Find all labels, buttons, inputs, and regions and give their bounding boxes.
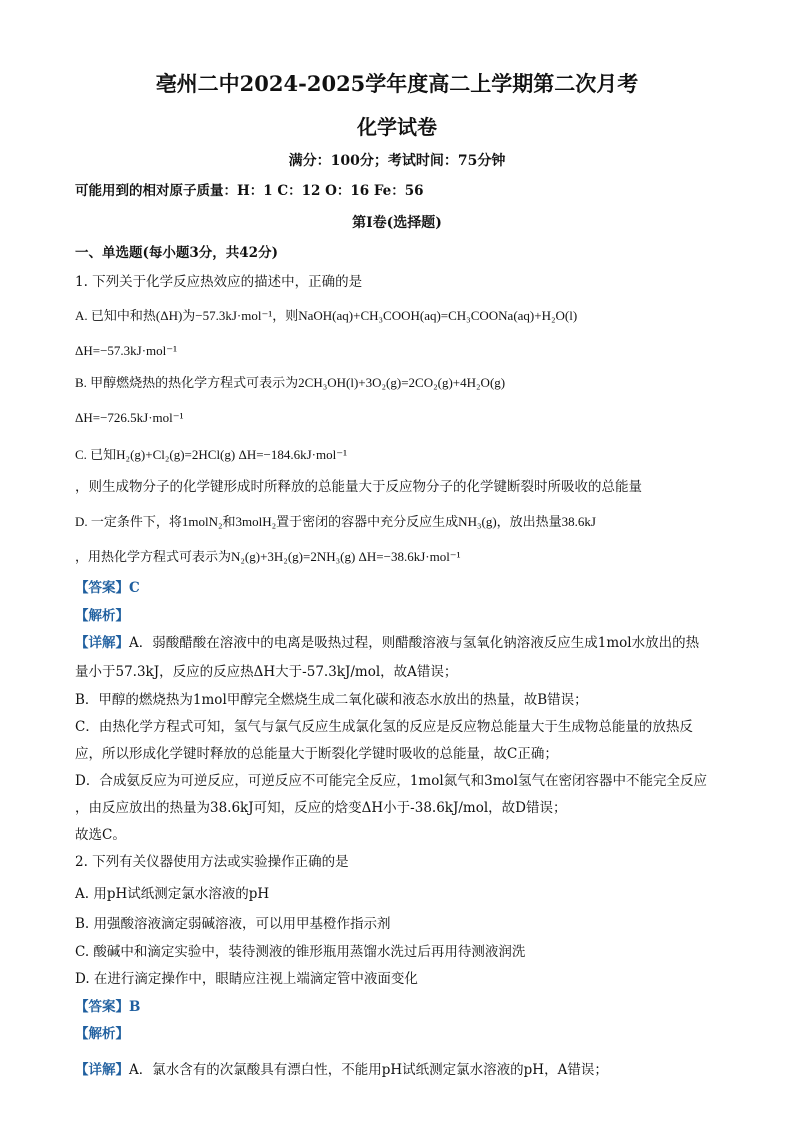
q2-answer: 【答案】B <box>75 999 141 1015</box>
q1-option-b-line1: B. 甲醇燃烧热的热化学方程式可表示为2CH₃OH(l)+3O₂(g)=2CO₂(g)+4H₂O(g) <box>75 375 506 390</box>
q1-explanation-text: A．弱酸醋酸在溶液中的电离是吸热过程，则醋酸溶液与氢氧化钠溶液反应生成1mol水放出的热 <box>129 635 700 651</box>
q1-analysis-label: 【解析】 <box>75 608 129 624</box>
q1-explanation-line1 <box>75 633 699 653</box>
q1-explanation-line5: 应，所以形成化学键时释放的总能量大于断裂化学键时吸收的总能量，故C正确； <box>75 746 558 762</box>
q2-option-d: D. 在进行滴定操作中，眼睛应注视上端滴定管中液面变化 <box>75 971 418 987</box>
q2-explanation-line1 <box>75 1060 608 1080</box>
q2-option-b: B. 用强酸溶液滴定弱碱溶液，可以用甲基橙作指示剂 <box>75 916 391 932</box>
section-title: 第Ⅰ卷(选择题) <box>352 215 442 231</box>
q1-explanation-line2: 量小于57.3kJ，反应的反应热ΔH大于-57.3kJ/mol，故A错误； <box>75 664 458 680</box>
q1-explanation-line7: ，由反应放出的热量为38.6kJ可知，反应的焓变ΔH小于-38.6kJ/mol，故D错误； <box>75 800 567 816</box>
q1-explanation-line3: B．甲醇的燃烧热为1mol甲醇完全燃烧生成二氧化碳和液态水放出的热量，故B错误； <box>75 692 588 708</box>
q2-option-a: A. 用pH试纸测定氯水溶液的pH <box>75 886 270 902</box>
q1-explanation-line4: C．由热化学方程式可知，氢气与氯气反应生成氯化氢的反应是反应物总能量大于生成物总能量的放热反 <box>75 719 693 735</box>
q1-conclusion: 故选C。 <box>75 827 126 843</box>
atomic-masses: 可能用到的相对原子质量：H：1 C：12 O：16 Fe：56 <box>75 183 424 199</box>
exam-subtitle: 化学试卷 <box>357 115 437 139</box>
q1-option-b-line2: ΔH=−726.5kJ·mol⁻¹ <box>75 410 184 425</box>
exam-meta: 满分：100分；考试时间：75分钟 <box>288 153 506 169</box>
q2-analysis-label: 【解析】 <box>75 1026 129 1042</box>
q1-option-a-line2: ΔH=−57.3kJ·mol⁻¹ <box>75 343 178 358</box>
q1-explanation-line6: D．合成氨反应为可逆反应，可逆反应不可能完全反应，1mol氮气和3mol氢气在密闭容器中不能完全反应 <box>75 773 707 789</box>
q2-explanation-text: A．氯水含有的次氯酸具有漂白性，不能用pH试纸测定氯水溶液的pH，A错误； <box>129 1062 608 1078</box>
q1-option-c-line1: C. 已知H₂(g)+Cl₂(g)=2HCl(g) ΔH=−184.6kJ·mol⁻¹ <box>75 447 347 462</box>
exam-title: 亳州二中2024-2025学年度高二上学期第二次月考 <box>155 71 639 96</box>
q1-stem: 1. 下列关于化学反应热效应的描述中，正确的是 <box>75 274 363 290</box>
q1-answer: 【答案】C <box>75 580 140 596</box>
q1-option-d-line2: ，用热化学方程式可表示为N₂(g)+3H₂(g)=2NH₃(g) ΔH=−38.6kJ·mol⁻¹ <box>75 549 461 564</box>
q1-option-d-line1: D. 一定条件下，将1molN₂和3molH₂置于密闭的容器中充分反应生成NH₃(g)，放出热量38.6kJ <box>75 514 596 529</box>
q1-option-c-line2: ，则生成物分子的化学键形成时所释放的总能量大于反应物分子的化学键断裂时所吸收的总能量 <box>75 479 642 495</box>
part-heading: 一、单选题(每小题3分，共42分) <box>75 245 278 261</box>
q1-option-a-line1: A. 已知中和热(ΔH)为−57.3kJ·mol⁻¹，则NaOH(aq)+CH₃COOH(aq)=CH₃COONa(aq)+H₂O(l) <box>75 308 578 323</box>
q2-option-c: C. 酸碱中和滴定实验中，装待测液的锥形瓶用蒸馏水洗过后再用待测液润洗 <box>75 944 526 960</box>
q1-detail-label: 【详解】 <box>75 635 129 651</box>
q2-stem: 2. 下列有关仪器使用方法或实验操作正确的是 <box>75 854 349 870</box>
q2-detail-label: 【详解】 <box>75 1062 129 1078</box>
